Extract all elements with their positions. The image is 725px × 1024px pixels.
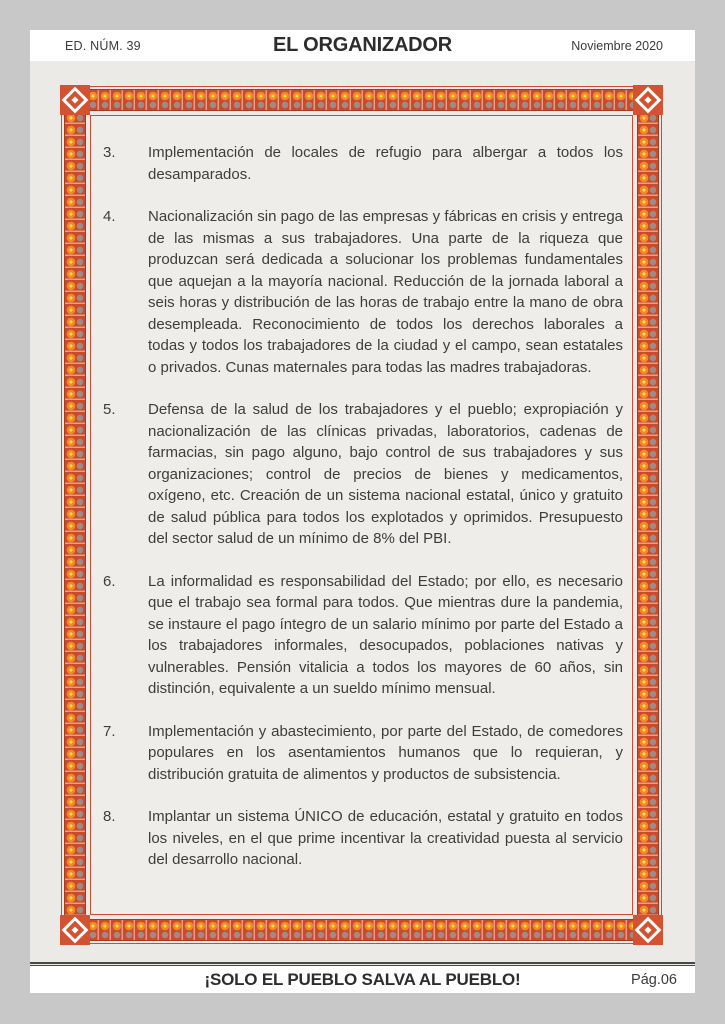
- frame-border-right: [637, 112, 659, 918]
- diamond-corner-ornament-icon: [633, 85, 663, 115]
- list-item: [103, 399, 623, 550]
- list-item-number: 3.: [103, 144, 116, 161]
- list-item-text: Implementación de locales de refugio para albergar a todos los desamparados.: [148, 144, 623, 183]
- list-item-number: 7.: [103, 722, 116, 740]
- diamond-corner-ornament-icon: [633, 915, 663, 945]
- list-item: [103, 806, 623, 871]
- document-page: [30, 30, 695, 993]
- diamond-corner-ornament-icon: [60, 915, 90, 945]
- list-item-text: Implementación y abastecimiento, por parte del Estado, de comedores populares en los asentamientos humanos que lo requieran, y distribución gratuita de alimentos y productos de subsistencia.: [148, 722, 623, 783]
- header: [30, 30, 695, 61]
- list-item-text: Implantar un sistema ÚNICO de educación, estatal y gratuito en todos los niveles, en el que prime incentivar la creatividad puesta al servicio del desarrollo nacional.: [148, 808, 623, 868]
- list-item-text: La informalidad es responsabilidad del Estado; por ello, es necesario que el trabajo sea formal para todos. Que mientras dure la pandemia, se instaure el pago íntegro de un salario mínimo por parte del Estado a los trabajadores informales, desocupados, poblaciones nativas y vulnerables. Pensión vitalicia a todos los mayores de 60 años, sin distinción, equivalente a un sueldo mínimo mensual.: [148, 572, 623, 697]
- diamond-corner-ornament-icon: [60, 85, 90, 115]
- footer-slogan: ¡SOLO EL PUEBLO SALVA AL PUEBLO!: [204, 969, 521, 989]
- list-item-number: 4.: [103, 208, 116, 225]
- page-number: Pág.06: [631, 971, 677, 988]
- list-item-number: 8.: [103, 808, 116, 825]
- list-item-number: 5.: [103, 401, 116, 418]
- page-title: EL ORGANIZADOR: [272, 34, 453, 56]
- list-item-number: 6.: [103, 572, 116, 590]
- list-item-text: Nacionalización sin pago de las empresas y fábricas en crisis y entrega de las mismas a sus trabajadores. Una parte de la riqueza que produzcan será dedicada a solucionar los problemas fundamentales que aquejan a la mayoría nacional. Reducción de la jornada laboral a seis horas y distribución de las horas de trabajo entre la mano de obra desempleada. Reconocimiento de todos los derechos laborales a todas y todos los trabajadores de la ciudad y el campo, sean estatales o privados. Cunas maternales para todas las madres trabajadoras.: [148, 208, 623, 376]
- numbered-list: [91, 116, 632, 914]
- frame-border-bottom: [87, 919, 636, 941]
- footer: [30, 966, 695, 993]
- issue-date: Noviembre 2020: [571, 38, 663, 53]
- list-item: [103, 142, 623, 185]
- list-item: [103, 571, 623, 700]
- ornamental-frame: [60, 85, 663, 945]
- frame-border-top: [87, 89, 636, 111]
- list-item: [103, 206, 623, 378]
- frame-border-left: [64, 112, 86, 918]
- list-item-text: Defensa de la salud de los trabajadores y el pueblo; expropiación y nacionalización de las clínicas privadas, laboratorios, cadenas de farmacias, sin pago alguno, bajo control de sus trabajadores y sus organizaciones; control de precios de bienes y medicamentos, oxígeno, etc. Creación de un sistema nacional estatal, único y gratuito de salud pública para todos los explotados y oprimidos. Presupuesto del sector salud de un mínimo de 8% del PBI.: [148, 401, 623, 547]
- edition-number: ED. NÚM. 39: [65, 38, 141, 53]
- list-item: [103, 721, 623, 786]
